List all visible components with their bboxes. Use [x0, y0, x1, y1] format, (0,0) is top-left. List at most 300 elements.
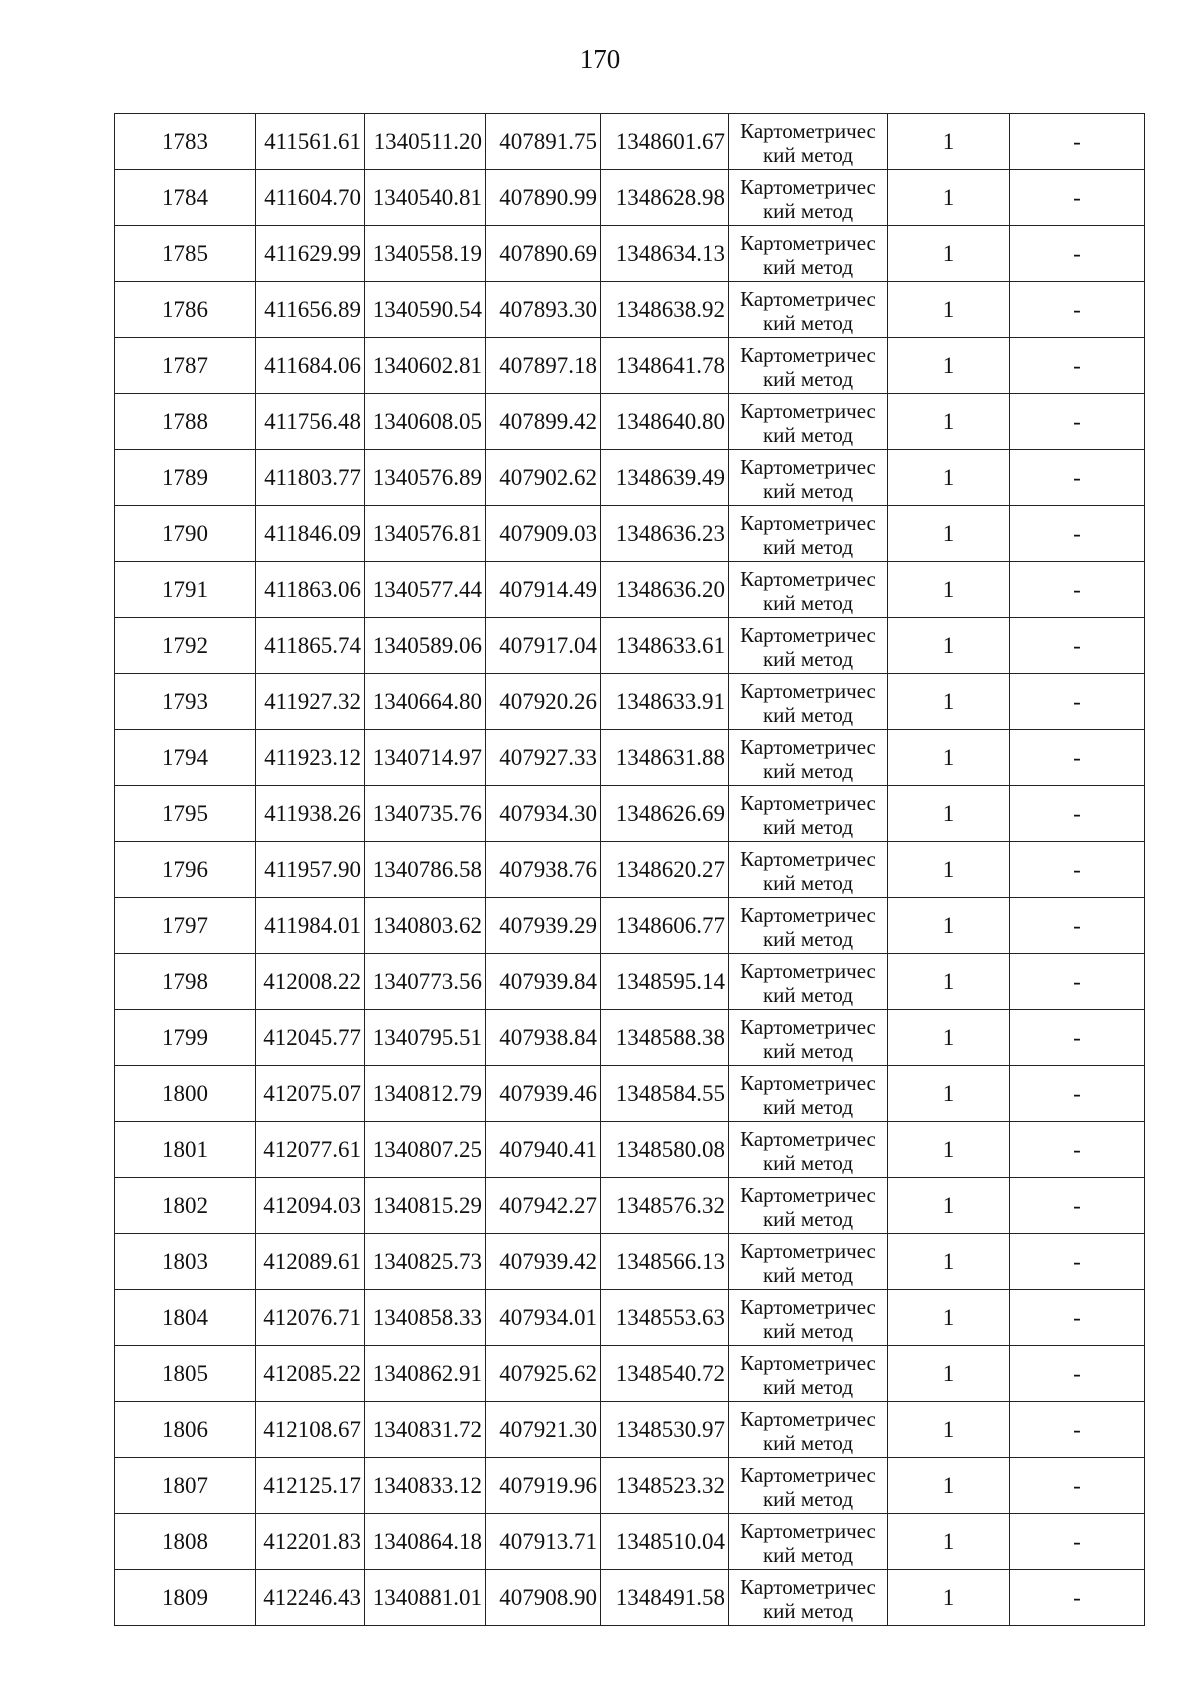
accuracy-cell: 1: [888, 618, 1010, 674]
point-number-cell: 1792: [115, 618, 256, 674]
note-cell: -: [1010, 954, 1145, 1010]
method-line-2: кий метод: [762, 1318, 854, 1343]
y1-cell: 1340589.06: [365, 618, 486, 674]
y2-cell: 1348580.08: [601, 1122, 729, 1178]
note-cell: -: [1010, 1346, 1145, 1402]
table-row: [115, 1458, 1145, 1514]
method-cell: [729, 226, 888, 282]
y2-cell: 1348584.55: [601, 1066, 729, 1122]
y2-cell: 1348530.97: [601, 1402, 729, 1458]
method-line-1: Картометричес: [740, 734, 876, 759]
note-cell: -: [1010, 618, 1145, 674]
note-cell: -: [1010, 730, 1145, 786]
x1-cell: 411846.09: [256, 506, 365, 562]
y1-cell: 1340858.33: [365, 1290, 486, 1346]
point-number-cell: 1808: [115, 1514, 256, 1570]
method-line-2: кий метод: [762, 1038, 854, 1063]
y1-cell: 1340590.54: [365, 282, 486, 338]
accuracy-cell: 1: [888, 1346, 1010, 1402]
note-cell: -: [1010, 450, 1145, 506]
method-line-1: Картометричес: [740, 398, 876, 423]
method-cell: [729, 562, 888, 618]
x2-cell: 407939.84: [486, 954, 601, 1010]
point-number-cell: 1791: [115, 562, 256, 618]
y1-cell: 1340540.81: [365, 170, 486, 226]
method-cell: [729, 170, 888, 226]
x2-cell: 407908.90: [486, 1570, 601, 1626]
x2-cell: 407897.18: [486, 338, 601, 394]
y1-cell: 1340831.72: [365, 1402, 486, 1458]
x1-cell: 411923.12: [256, 730, 365, 786]
x2-cell: 407938.84: [486, 1010, 601, 1066]
method-line-1: Картометричес: [740, 1238, 876, 1263]
x1-cell: 411756.48: [256, 394, 365, 450]
x2-cell: 407909.03: [486, 506, 601, 562]
y1-cell: 1340664.80: [365, 674, 486, 730]
y2-cell: 1348606.77: [601, 898, 729, 954]
note-cell: -: [1010, 842, 1145, 898]
note-cell: -: [1010, 1178, 1145, 1234]
note-cell: -: [1010, 1290, 1145, 1346]
y2-cell: 1348636.20: [601, 562, 729, 618]
y1-cell: 1340881.01: [365, 1570, 486, 1626]
table-row: [115, 282, 1145, 338]
note-cell: -: [1010, 1514, 1145, 1570]
table-row: [115, 954, 1145, 1010]
method-line-1: Картометричес: [740, 118, 876, 143]
table-row: [115, 618, 1145, 674]
x2-cell: 407927.33: [486, 730, 601, 786]
table-row: [115, 1178, 1145, 1234]
y1-cell: 1340558.19: [365, 226, 486, 282]
y2-cell: 1348595.14: [601, 954, 729, 1010]
point-number-cell: 1794: [115, 730, 256, 786]
method-line-1: Картометричес: [740, 510, 876, 535]
x1-cell: 412246.43: [256, 1570, 365, 1626]
table-row: [115, 1066, 1145, 1122]
x1-cell: 412094.03: [256, 1178, 365, 1234]
y1-cell: 1340803.62: [365, 898, 486, 954]
accuracy-cell: 1: [888, 394, 1010, 450]
method-line-2: кий метод: [762, 814, 854, 839]
note-cell: -: [1010, 898, 1145, 954]
x1-cell: 412008.22: [256, 954, 365, 1010]
x2-cell: 407939.46: [486, 1066, 601, 1122]
x1-cell: 412077.61: [256, 1122, 365, 1178]
y1-cell: 1340807.25: [365, 1122, 486, 1178]
x2-cell: 407902.62: [486, 450, 601, 506]
method-cell: [729, 506, 888, 562]
note-cell: -: [1010, 506, 1145, 562]
y2-cell: 1348523.32: [601, 1458, 729, 1514]
x2-cell: 407942.27: [486, 1178, 601, 1234]
x1-cell: 411561.61: [256, 114, 365, 170]
x2-cell: 407913.71: [486, 1514, 601, 1570]
x1-cell: 412085.22: [256, 1346, 365, 1402]
point-number-cell: 1797: [115, 898, 256, 954]
x2-cell: 407934.01: [486, 1290, 601, 1346]
point-number-cell: 1789: [115, 450, 256, 506]
method-cell: [729, 618, 888, 674]
accuracy-cell: 1: [888, 954, 1010, 1010]
method-line-1: Картометричес: [740, 1014, 876, 1039]
accuracy-cell: 1: [888, 1570, 1010, 1626]
x2-cell: 407914.49: [486, 562, 601, 618]
method-line-1: Картометричес: [740, 1182, 876, 1207]
table-row: [115, 562, 1145, 618]
method-cell: [729, 1290, 888, 1346]
table-row: [115, 1346, 1145, 1402]
accuracy-cell: 1: [888, 1458, 1010, 1514]
table-row: [115, 1570, 1145, 1626]
accuracy-cell: 1: [888, 1234, 1010, 1290]
method-line-2: кий метод: [762, 646, 854, 671]
y2-cell: 1348620.27: [601, 842, 729, 898]
method-cell: [729, 730, 888, 786]
x1-cell: 411803.77: [256, 450, 365, 506]
y1-cell: 1340862.91: [365, 1346, 486, 1402]
table-row: [115, 786, 1145, 842]
method-line-1: Картометричес: [740, 846, 876, 871]
method-cell: [729, 954, 888, 1010]
point-number-cell: 1802: [115, 1178, 256, 1234]
x1-cell: 412076.71: [256, 1290, 365, 1346]
x1-cell: 411629.99: [256, 226, 365, 282]
method-line-2: кий метод: [762, 590, 854, 615]
table-row: [115, 842, 1145, 898]
accuracy-cell: 1: [888, 170, 1010, 226]
method-line-1: Картометричес: [740, 958, 876, 983]
x2-cell: 407938.76: [486, 842, 601, 898]
x2-cell: 407939.29: [486, 898, 601, 954]
method-line-2: кий метод: [762, 1374, 854, 1399]
table-row: [115, 394, 1145, 450]
method-line-2: кий метод: [762, 534, 854, 559]
method-line-1: Картометричес: [740, 342, 876, 367]
table-row: [115, 1514, 1145, 1570]
method-cell: [729, 898, 888, 954]
x2-cell: 407890.69: [486, 226, 601, 282]
accuracy-cell: 1: [888, 674, 1010, 730]
table-row: [115, 1010, 1145, 1066]
x2-cell: 407920.26: [486, 674, 601, 730]
x2-cell: 407921.30: [486, 1402, 601, 1458]
method-line-1: Картометричес: [740, 454, 876, 479]
y2-cell: 1348510.04: [601, 1514, 729, 1570]
point-number-cell: 1799: [115, 1010, 256, 1066]
point-number-cell: 1801: [115, 1122, 256, 1178]
table-row: [115, 1290, 1145, 1346]
x2-cell: 407899.42: [486, 394, 601, 450]
note-cell: -: [1010, 282, 1145, 338]
x2-cell: 407893.30: [486, 282, 601, 338]
note-cell: -: [1010, 786, 1145, 842]
note-cell: -: [1010, 1458, 1145, 1514]
method-line-1: Картометричес: [740, 622, 876, 647]
accuracy-cell: 1: [888, 562, 1010, 618]
y1-cell: 1340812.79: [365, 1066, 486, 1122]
method-line-2: кий метод: [762, 1206, 854, 1231]
x2-cell: 407939.42: [486, 1234, 601, 1290]
y2-cell: 1348638.92: [601, 282, 729, 338]
note-cell: -: [1010, 338, 1145, 394]
x2-cell: 407891.75: [486, 114, 601, 170]
x1-cell: 411927.32: [256, 674, 365, 730]
note-cell: -: [1010, 394, 1145, 450]
method-line-1: Картометричес: [740, 902, 876, 927]
table-row: [115, 170, 1145, 226]
point-number-cell: 1788: [115, 394, 256, 450]
method-line-1: Картометричес: [740, 1070, 876, 1095]
method-cell: [729, 1570, 888, 1626]
accuracy-cell: 1: [888, 226, 1010, 282]
method-line-1: Картометричес: [740, 1518, 876, 1543]
y2-cell: 1348576.32: [601, 1178, 729, 1234]
y1-cell: 1340864.18: [365, 1514, 486, 1570]
x1-cell: 412075.07: [256, 1066, 365, 1122]
y1-cell: 1340825.73: [365, 1234, 486, 1290]
y1-cell: 1340735.76: [365, 786, 486, 842]
y1-cell: 1340795.51: [365, 1010, 486, 1066]
coordinates-table: [114, 113, 1145, 1626]
method-cell: [729, 1066, 888, 1122]
table-row: [115, 1402, 1145, 1458]
table-row: [115, 506, 1145, 562]
x2-cell: 407917.04: [486, 618, 601, 674]
accuracy-cell: 1: [888, 506, 1010, 562]
method-line-2: кий метод: [762, 254, 854, 279]
y2-cell: 1348634.13: [601, 226, 729, 282]
table-row: [115, 1234, 1145, 1290]
note-cell: -: [1010, 1570, 1145, 1626]
table-row: [115, 226, 1145, 282]
y2-cell: 1348641.78: [601, 338, 729, 394]
y1-cell: 1340833.12: [365, 1458, 486, 1514]
method-cell: [729, 1010, 888, 1066]
note-cell: -: [1010, 562, 1145, 618]
x1-cell: 412125.17: [256, 1458, 365, 1514]
point-number-cell: 1800: [115, 1066, 256, 1122]
point-number-cell: 1803: [115, 1234, 256, 1290]
y2-cell: 1348601.67: [601, 114, 729, 170]
note-cell: -: [1010, 1234, 1145, 1290]
y2-cell: 1348626.69: [601, 786, 729, 842]
y1-cell: 1340714.97: [365, 730, 486, 786]
x1-cell: 411684.06: [256, 338, 365, 394]
method-line-1: Картометричес: [740, 1350, 876, 1375]
y2-cell: 1348491.58: [601, 1570, 729, 1626]
method-line-2: кий метод: [762, 926, 854, 951]
note-cell: -: [1010, 1010, 1145, 1066]
method-line-2: кий метод: [762, 1598, 854, 1623]
x1-cell: 411984.01: [256, 898, 365, 954]
note-cell: -: [1010, 1402, 1145, 1458]
y1-cell: 1340773.56: [365, 954, 486, 1010]
y1-cell: 1340577.44: [365, 562, 486, 618]
note-cell: -: [1010, 114, 1145, 170]
method-line-2: кий метод: [762, 702, 854, 727]
method-line-1: Картометричес: [740, 286, 876, 311]
accuracy-cell: 1: [888, 730, 1010, 786]
point-number-cell: 1805: [115, 1346, 256, 1402]
method-line-2: кий метод: [762, 758, 854, 783]
method-line-2: кий метод: [762, 1262, 854, 1287]
method-cell: [729, 1514, 888, 1570]
note-cell: -: [1010, 226, 1145, 282]
x1-cell: 411938.26: [256, 786, 365, 842]
x2-cell: 407890.99: [486, 170, 601, 226]
y2-cell: 1348633.61: [601, 618, 729, 674]
table-row: [115, 338, 1145, 394]
table-row: [115, 730, 1145, 786]
accuracy-cell: 1: [888, 1514, 1010, 1570]
method-line-2: кий метод: [762, 422, 854, 447]
method-cell: [729, 114, 888, 170]
x2-cell: 407940.41: [486, 1122, 601, 1178]
method-cell: [729, 1346, 888, 1402]
method-line-2: кий метод: [762, 478, 854, 503]
x1-cell: 412108.67: [256, 1402, 365, 1458]
method-cell: [729, 786, 888, 842]
y1-cell: 1340602.81: [365, 338, 486, 394]
y2-cell: 1348566.13: [601, 1234, 729, 1290]
table-row: [115, 674, 1145, 730]
method-cell: [729, 1458, 888, 1514]
method-line-2: кий метод: [762, 1486, 854, 1511]
method-line-2: кий метод: [762, 142, 854, 167]
x2-cell: 407925.62: [486, 1346, 601, 1402]
method-line-2: кий метод: [762, 366, 854, 391]
y2-cell: 1348553.63: [601, 1290, 729, 1346]
point-number-cell: 1793: [115, 674, 256, 730]
method-line-1: Картометричес: [740, 1406, 876, 1431]
accuracy-cell: 1: [888, 786, 1010, 842]
method-line-1: Картометричес: [740, 1574, 876, 1599]
accuracy-cell: 1: [888, 898, 1010, 954]
x1-cell: 412045.77: [256, 1010, 365, 1066]
method-line-2: кий метод: [762, 1150, 854, 1175]
accuracy-cell: 1: [888, 1290, 1010, 1346]
y2-cell: 1348640.80: [601, 394, 729, 450]
x2-cell: 407934.30: [486, 786, 601, 842]
x1-cell: 411656.89: [256, 282, 365, 338]
point-number-cell: 1795: [115, 786, 256, 842]
point-number-cell: 1804: [115, 1290, 256, 1346]
y1-cell: 1340511.20: [365, 114, 486, 170]
x1-cell: 412201.83: [256, 1514, 365, 1570]
method-line-1: Картометричес: [740, 174, 876, 199]
method-cell: [729, 1178, 888, 1234]
method-line-2: кий метод: [762, 1542, 854, 1567]
method-line-1: Картометричес: [740, 1126, 876, 1151]
accuracy-cell: 1: [888, 450, 1010, 506]
method-line-2: кий метод: [762, 982, 854, 1007]
note-cell: -: [1010, 1066, 1145, 1122]
method-line-2: кий метод: [762, 310, 854, 335]
method-line-2: кий метод: [762, 198, 854, 223]
y1-cell: 1340815.29: [365, 1178, 486, 1234]
method-cell: [729, 842, 888, 898]
method-cell: [729, 282, 888, 338]
y1-cell: 1340576.89: [365, 450, 486, 506]
x1-cell: 411957.90: [256, 842, 365, 898]
table-row: [115, 1122, 1145, 1178]
y2-cell: 1348633.91: [601, 674, 729, 730]
method-cell: [729, 674, 888, 730]
x1-cell: 411865.74: [256, 618, 365, 674]
accuracy-cell: 1: [888, 1066, 1010, 1122]
method-cell: [729, 1402, 888, 1458]
method-line-1: Картометричес: [740, 678, 876, 703]
x2-cell: 407919.96: [486, 1458, 601, 1514]
point-number-cell: 1796: [115, 842, 256, 898]
accuracy-cell: 1: [888, 1010, 1010, 1066]
y1-cell: 1340786.58: [365, 842, 486, 898]
point-number-cell: 1806: [115, 1402, 256, 1458]
y1-cell: 1340608.05: [365, 394, 486, 450]
accuracy-cell: 1: [888, 1178, 1010, 1234]
method-line-1: Картометричес: [740, 1294, 876, 1319]
method-cell: [729, 394, 888, 450]
point-number-cell: 1807: [115, 1458, 256, 1514]
method-line-1: Картометричес: [740, 230, 876, 255]
page-number: 170: [579, 44, 621, 74]
point-number-cell: 1790: [115, 506, 256, 562]
method-cell: [729, 1122, 888, 1178]
table-row: [115, 898, 1145, 954]
method-line-1: Картометричес: [740, 566, 876, 591]
y2-cell: 1348540.72: [601, 1346, 729, 1402]
note-cell: -: [1010, 170, 1145, 226]
point-number-cell: 1787: [115, 338, 256, 394]
y2-cell: 1348636.23: [601, 506, 729, 562]
note-cell: -: [1010, 1122, 1145, 1178]
x1-cell: 412089.61: [256, 1234, 365, 1290]
table-row: [115, 450, 1145, 506]
method-cell: [729, 450, 888, 506]
table-body: [115, 114, 1145, 1626]
y2-cell: 1348639.49: [601, 450, 729, 506]
point-number-cell: 1784: [115, 170, 256, 226]
y1-cell: 1340576.81: [365, 506, 486, 562]
x1-cell: 411604.70: [256, 170, 365, 226]
method-cell: [729, 338, 888, 394]
point-number-cell: 1783: [115, 114, 256, 170]
y2-cell: 1348628.98: [601, 170, 729, 226]
method-line-2: кий метод: [762, 1430, 854, 1455]
accuracy-cell: 1: [888, 282, 1010, 338]
method-line-1: Картометричес: [740, 790, 876, 815]
x1-cell: 411863.06: [256, 562, 365, 618]
y2-cell: 1348631.88: [601, 730, 729, 786]
point-number-cell: 1798: [115, 954, 256, 1010]
accuracy-cell: 1: [888, 1122, 1010, 1178]
point-number-cell: 1786: [115, 282, 256, 338]
method-line-1: Картометричес: [740, 1462, 876, 1487]
table-row: [115, 114, 1145, 170]
method-line-2: кий метод: [762, 1094, 854, 1119]
method-line-2: кий метод: [762, 870, 854, 895]
note-cell: -: [1010, 674, 1145, 730]
point-number-cell: 1785: [115, 226, 256, 282]
point-number-cell: 1809: [115, 1570, 256, 1626]
accuracy-cell: 1: [888, 338, 1010, 394]
accuracy-cell: 1: [888, 114, 1010, 170]
accuracy-cell: 1: [888, 842, 1010, 898]
y2-cell: 1348588.38: [601, 1010, 729, 1066]
accuracy-cell: 1: [888, 1402, 1010, 1458]
method-cell: [729, 1234, 888, 1290]
